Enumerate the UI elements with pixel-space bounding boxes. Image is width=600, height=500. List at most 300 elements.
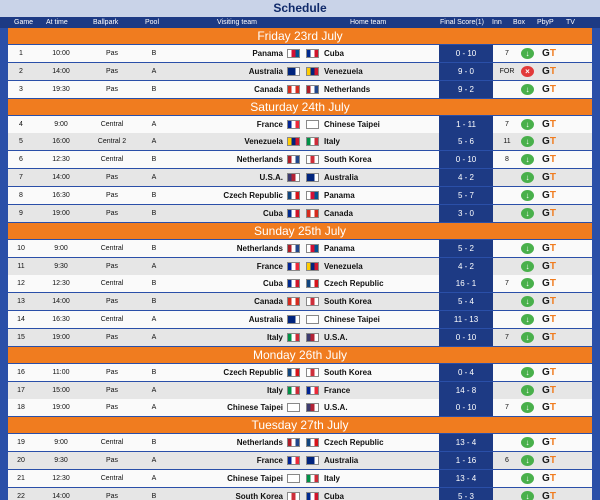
game-time: 16:30 [52, 316, 70, 324]
box-unavailable-icon[interactable]: × [521, 66, 534, 77]
table-row [8, 116, 592, 133]
final-score: 11 - 13 [439, 311, 493, 328]
visiting-flag-icon [287, 333, 300, 342]
play-by-play-icon[interactable]: GT [542, 207, 556, 219]
home-flag-icon [306, 456, 319, 465]
innings [496, 382, 518, 399]
game-number: 10 [17, 244, 25, 252]
final-score: 0 - 4 [439, 364, 493, 381]
game-time: 9:30 [54, 262, 68, 270]
home-team: Italy [324, 474, 341, 483]
pool: A [151, 457, 157, 465]
game-time: 14:00 [52, 67, 70, 75]
col-tv: TV [566, 19, 575, 26]
home-team: South Korea [324, 155, 372, 165]
game-time: 9:00 [54, 439, 68, 447]
play-by-play-icon[interactable]: GT [542, 260, 556, 272]
game-time: 19:00 [52, 404, 70, 412]
game-time: 9:30 [54, 457, 68, 465]
visiting-team: France [256, 261, 283, 271]
table-row [8, 45, 592, 62]
play-by-play-icon[interactable]: GT [542, 314, 556, 326]
home-team: U.S.A. [324, 332, 348, 342]
box-score-icon[interactable]: ↓ [521, 136, 534, 147]
visiting-flag-icon [287, 492, 300, 500]
game-time: 12:30 [52, 475, 70, 482]
day-header: Friday 23rd July [8, 28, 592, 44]
game-number: 13 [17, 298, 25, 306]
pool: B [151, 156, 157, 164]
ballpark: Central 2 [97, 138, 127, 146]
visiting-flag-icon [287, 173, 300, 182]
innings [496, 205, 518, 222]
box-score-icon[interactable]: ↓ [521, 332, 534, 343]
box-score-icon[interactable]: ↓ [521, 119, 534, 130]
game-time: 11:00 [52, 368, 70, 376]
table-row [8, 258, 592, 275]
home-team: Netherlands [324, 84, 371, 94]
day-header: Tuesday 27th July [8, 417, 592, 433]
visiting-team: Panama [252, 49, 283, 58]
final-score: 3 - 0 [439, 205, 493, 222]
visiting-flag-icon [287, 262, 300, 271]
ballpark: Pas [105, 298, 119, 306]
final-score: 0 - 10 [439, 329, 493, 346]
home-flag-icon [306, 438, 319, 447]
innings: 7 [505, 50, 509, 57]
home-team: Italy [324, 137, 341, 147]
box-score-icon[interactable]: ↓ [521, 367, 534, 378]
play-by-play-icon[interactable]: GT [542, 331, 556, 343]
innings [496, 488, 518, 500]
game-number: 18 [17, 404, 25, 412]
play-by-play-icon[interactable]: GT [542, 242, 556, 254]
game-time: 19:00 [52, 333, 70, 341]
col-pbyp: PbyP [537, 19, 554, 26]
ballpark: Pas [105, 209, 119, 217]
col-pool: Pool [145, 19, 160, 26]
game-number: 21 [17, 475, 25, 482]
table-row [8, 187, 592, 204]
innings [496, 470, 518, 487]
home-team: Cuba [324, 491, 344, 500]
game-number: 2 [19, 67, 23, 75]
visiting-flag-icon [287, 279, 300, 288]
home-flag-icon [306, 492, 319, 500]
box-score-icon[interactable]: ↓ [521, 208, 534, 219]
visiting-team: Netherlands [236, 243, 283, 253]
game-number: 6 [19, 156, 23, 164]
home-team: Panama [324, 190, 355, 200]
col-visiting: Visiting team [217, 19, 257, 26]
home-flag-icon [306, 262, 319, 271]
home-flag-icon [306, 49, 319, 58]
innings: 6 [505, 457, 509, 465]
table-row [8, 488, 592, 500]
table-row [8, 434, 592, 451]
col-time: At time [46, 19, 68, 26]
play-by-play-icon[interactable]: GT [542, 366, 556, 378]
ballpark: Pas [105, 386, 119, 394]
visiting-flag-icon [287, 368, 300, 377]
home-flag-icon [306, 279, 319, 288]
visiting-team: South Korea [235, 491, 283, 500]
box-score-icon[interactable]: ↓ [521, 437, 534, 448]
table-row [8, 81, 592, 98]
day-header: Monday 26th July [8, 347, 592, 363]
play-by-play-icon[interactable]: GT [542, 136, 556, 148]
home-team: Australia [324, 173, 359, 183]
visiting-flag-icon [287, 137, 300, 146]
game-number: 16 [17, 368, 25, 376]
ballpark: Central [100, 156, 124, 164]
home-team: South Korea [324, 297, 372, 307]
visiting-flag-icon [287, 386, 300, 395]
innings [496, 311, 518, 328]
home-flag-icon [306, 333, 319, 342]
box-score-icon[interactable]: ↓ [521, 385, 534, 396]
final-score: 5 - 3 [439, 488, 493, 500]
play-by-play-icon[interactable]: GT [542, 455, 556, 467]
ballpark: Central [100, 439, 124, 447]
visiting-team: France [256, 119, 283, 129]
table-header [0, 17, 600, 28]
play-by-play-icon[interactable]: GT [542, 83, 556, 95]
table-row [8, 169, 592, 186]
pool: A [151, 316, 157, 324]
innings [496, 81, 518, 98]
play-by-play-icon[interactable]: GT [542, 490, 556, 500]
ballpark: Pas [105, 67, 119, 75]
box-score-icon[interactable]: ↓ [521, 261, 534, 272]
box-score-icon[interactable]: ↓ [521, 473, 534, 484]
visiting-team: Chinese Taipei [227, 403, 283, 413]
final-score: 13 - 4 [439, 434, 493, 451]
play-by-play-icon[interactable]: GT [542, 437, 556, 449]
home-flag-icon [306, 297, 319, 306]
box-score-icon[interactable]: ↓ [521, 172, 534, 183]
visiting-team: Czech Republic [223, 190, 283, 200]
pool: A [151, 262, 157, 270]
game-time: 12:30 [52, 156, 70, 164]
game-number: 14 [17, 316, 25, 324]
play-by-play-icon[interactable]: GT [542, 172, 556, 184]
pool: B [151, 280, 157, 288]
box-score-icon[interactable]: ↓ [521, 491, 534, 500]
play-by-play-icon[interactable]: GT [542, 296, 556, 308]
game-number: 19 [17, 439, 25, 447]
table-row [8, 293, 592, 310]
box-score-icon[interactable]: ↓ [521, 278, 534, 289]
game-time: 19:00 [52, 209, 70, 217]
pool: A [151, 138, 157, 146]
col-score: Final Score(1) [440, 19, 484, 26]
final-score: 0 - 10 [439, 399, 493, 416]
box-score-icon[interactable]: ↓ [521, 190, 534, 201]
col-ballpark: Ballpark [93, 19, 119, 26]
visiting-team: Cuba [263, 208, 283, 218]
final-score: 0 - 10 [439, 45, 493, 62]
table-row [8, 399, 592, 416]
box-score-icon[interactable]: ↓ [521, 84, 534, 95]
box-score-icon[interactable]: ↓ [521, 296, 534, 307]
game-time: 9:00 [54, 120, 68, 128]
visiting-flag-icon [287, 403, 300, 412]
final-score: 0 - 10 [439, 151, 493, 168]
final-score: 9 - 2 [439, 81, 493, 98]
innings: 7 [505, 120, 509, 128]
ballpark: Central [100, 244, 124, 252]
play-by-play-icon[interactable]: GT [542, 118, 556, 130]
ballpark: Pas [105, 457, 119, 465]
pool: B [151, 368, 157, 376]
table-row [8, 205, 592, 222]
pool: B [151, 209, 157, 217]
final-score: 5 - 6 [439, 133, 493, 150]
ballpark: Pas [105, 50, 119, 57]
home-team: Panama [324, 243, 355, 253]
visiting-flag-icon [287, 120, 300, 129]
visiting-team: Italy [266, 332, 283, 342]
innings [496, 434, 518, 451]
visiting-flag-icon [287, 297, 300, 306]
game-time: 9:00 [54, 244, 68, 252]
home-team: South Korea [324, 367, 372, 377]
play-by-play-icon[interactable]: GT [542, 402, 556, 414]
final-score: 4 - 2 [439, 169, 493, 186]
visiting-flag-icon [287, 474, 300, 483]
table-row [8, 311, 592, 328]
home-team: Australia [324, 456, 359, 466]
home-team: Canada [324, 208, 353, 218]
box-score-icon[interactable]: ↓ [521, 314, 534, 325]
final-score: 13 - 4 [439, 470, 493, 487]
game-number: 5 [19, 138, 23, 146]
game-time: 12:30 [52, 280, 70, 288]
day-header: Saturday 24th July [8, 99, 592, 115]
innings [496, 169, 518, 186]
ballpark: Central [100, 316, 124, 324]
home-team: Cuba [324, 49, 344, 58]
table-row [8, 240, 592, 257]
game-number: 3 [19, 85, 23, 93]
final-score: 5 - 2 [439, 240, 493, 257]
visiting-team: Canada [254, 297, 283, 307]
col-game: Game [14, 19, 34, 26]
table-row [8, 275, 592, 292]
play-by-play-icon[interactable]: GT [542, 65, 556, 77]
table-row [8, 329, 592, 346]
pool: A [151, 333, 157, 341]
box-score-icon[interactable]: ↓ [521, 243, 534, 254]
visiting-flag-icon [287, 67, 300, 76]
play-by-play-icon[interactable]: GT [542, 154, 556, 166]
innings: 7 [505, 280, 509, 288]
home-flag-icon [306, 85, 319, 94]
pool: B [151, 298, 157, 306]
home-flag-icon [306, 137, 319, 146]
col-home: Home team [350, 19, 387, 26]
table-row [8, 452, 592, 469]
table-row [8, 364, 592, 381]
visiting-flag-icon [287, 456, 300, 465]
visiting-team: Australia [248, 315, 283, 325]
ballpark: Pas [105, 492, 119, 500]
visiting-flag-icon [287, 85, 300, 94]
home-flag-icon [306, 315, 319, 324]
ballpark: Pas [105, 262, 119, 270]
game-number: 11 [17, 262, 25, 270]
play-by-play-icon[interactable]: GT [542, 189, 556, 201]
home-flag-icon [306, 173, 319, 182]
pool: A [151, 67, 157, 75]
innings: 7 [505, 333, 509, 341]
visiting-flag-icon [287, 191, 300, 200]
final-score: 14 - 8 [439, 382, 493, 399]
game-time: 10:00 [52, 50, 70, 57]
visiting-flag-icon [287, 244, 300, 253]
page-title: Schedule [0, 0, 600, 17]
box-score-icon[interactable]: ↓ [521, 402, 534, 413]
pool: B [151, 50, 157, 57]
pool: B [151, 492, 157, 500]
visiting-team: U.S.A. [259, 173, 283, 183]
home-flag-icon [306, 155, 319, 164]
pool: A [151, 386, 157, 394]
pool: B [151, 244, 157, 252]
innings [496, 293, 518, 310]
pool: B [151, 85, 157, 93]
game-number: 4 [19, 120, 23, 128]
final-score: 5 - 4 [439, 293, 493, 310]
pool: B [151, 191, 157, 199]
visiting-team: France [256, 456, 283, 466]
play-by-play-icon[interactable]: GT [542, 48, 556, 59]
home-team: Chinese Taipei [324, 315, 380, 325]
pool: A [151, 174, 157, 182]
visiting-team: Chinese Taipei [227, 474, 283, 483]
ballpark: Central [100, 120, 124, 128]
home-flag-icon [306, 209, 319, 218]
play-by-play-icon[interactable]: GT [542, 278, 556, 290]
game-number: 15 [17, 333, 25, 341]
game-number: 1 [19, 50, 23, 57]
box-score-icon[interactable]: ↓ [521, 154, 534, 165]
visiting-flag-icon [287, 49, 300, 58]
innings: FOR [499, 67, 515, 75]
innings [496, 364, 518, 381]
game-time: 15:00 [52, 386, 70, 394]
game-time: 14:00 [52, 492, 70, 500]
home-team: Venezuela [324, 66, 363, 76]
innings: 8 [505, 156, 509, 164]
visiting-team: Canada [254, 84, 283, 94]
innings [496, 258, 518, 275]
visiting-flag-icon [287, 155, 300, 164]
visiting-flag-icon [287, 315, 300, 324]
visiting-team: Italy [266, 385, 283, 395]
home-team: U.S.A. [324, 403, 348, 413]
game-number: 20 [17, 457, 25, 465]
game-number: 22 [17, 492, 25, 500]
visiting-team: Czech Republic [223, 367, 283, 377]
visiting-team: Netherlands [236, 438, 283, 448]
table-row [8, 382, 592, 399]
visiting-team: Cuba [263, 279, 283, 289]
ballpark: Central [100, 280, 124, 288]
ballpark: Pas [105, 85, 119, 93]
table-row [8, 151, 592, 168]
game-number: 17 [17, 386, 25, 394]
box-score-icon[interactable]: ↓ [521, 455, 534, 466]
home-flag-icon [306, 67, 319, 76]
home-flag-icon [306, 120, 319, 129]
innings [496, 187, 518, 204]
box-score-icon[interactable]: ↓ [521, 48, 534, 59]
pool: B [151, 439, 157, 447]
game-number: 12 [17, 280, 25, 288]
table-row [8, 470, 592, 487]
final-score: 9 - 0 [439, 63, 493, 80]
play-by-play-icon[interactable]: GT [542, 473, 556, 484]
home-team: France [324, 385, 351, 395]
pool: A [151, 120, 157, 128]
final-score: 4 - 2 [439, 258, 493, 275]
ballpark: Pas [105, 404, 119, 412]
ballpark: Pas [105, 368, 119, 376]
final-score: 1 - 11 [439, 116, 493, 133]
ballpark: Central [100, 475, 124, 482]
game-time: 14:00 [52, 298, 70, 306]
home-flag-icon [306, 244, 319, 253]
home-flag-icon [306, 368, 319, 377]
table-row [8, 133, 592, 150]
innings [496, 240, 518, 257]
home-team: Czech Republic [324, 438, 384, 448]
play-by-play-icon[interactable]: GT [542, 384, 556, 396]
game-time: 14:00 [52, 174, 70, 182]
day-header: Sunday 25th July [8, 223, 592, 239]
game-time: 16:30 [52, 191, 70, 199]
table-row [8, 63, 592, 80]
game-time: 16:00 [52, 138, 70, 146]
game-number: 9 [19, 209, 23, 217]
home-flag-icon [306, 191, 319, 200]
home-flag-icon [306, 386, 319, 395]
innings: 7 [505, 404, 509, 412]
visiting-flag-icon [287, 209, 300, 218]
pool: A [151, 404, 157, 412]
col-inn: Inn [492, 19, 502, 26]
visiting-team: Netherlands [236, 155, 283, 165]
final-score: 5 - 7 [439, 187, 493, 204]
home-team: Chinese Taipei [324, 119, 380, 129]
game-number: 7 [19, 174, 23, 182]
home-team: Venezuela [324, 261, 363, 271]
ballpark: Pas [105, 191, 119, 199]
visiting-team: Venezuela [244, 137, 283, 147]
game-time: 19:30 [52, 85, 70, 93]
home-flag-icon [306, 474, 319, 483]
visiting-team: Australia [248, 66, 283, 76]
col-box: Box [513, 19, 526, 26]
home-team: Czech Republic [324, 279, 384, 289]
pool: A [151, 475, 157, 482]
final-score: 16 - 1 [439, 275, 493, 292]
game-number: 8 [19, 191, 23, 199]
final-score: 1 - 16 [439, 452, 493, 469]
ballpark: Pas [105, 174, 119, 182]
